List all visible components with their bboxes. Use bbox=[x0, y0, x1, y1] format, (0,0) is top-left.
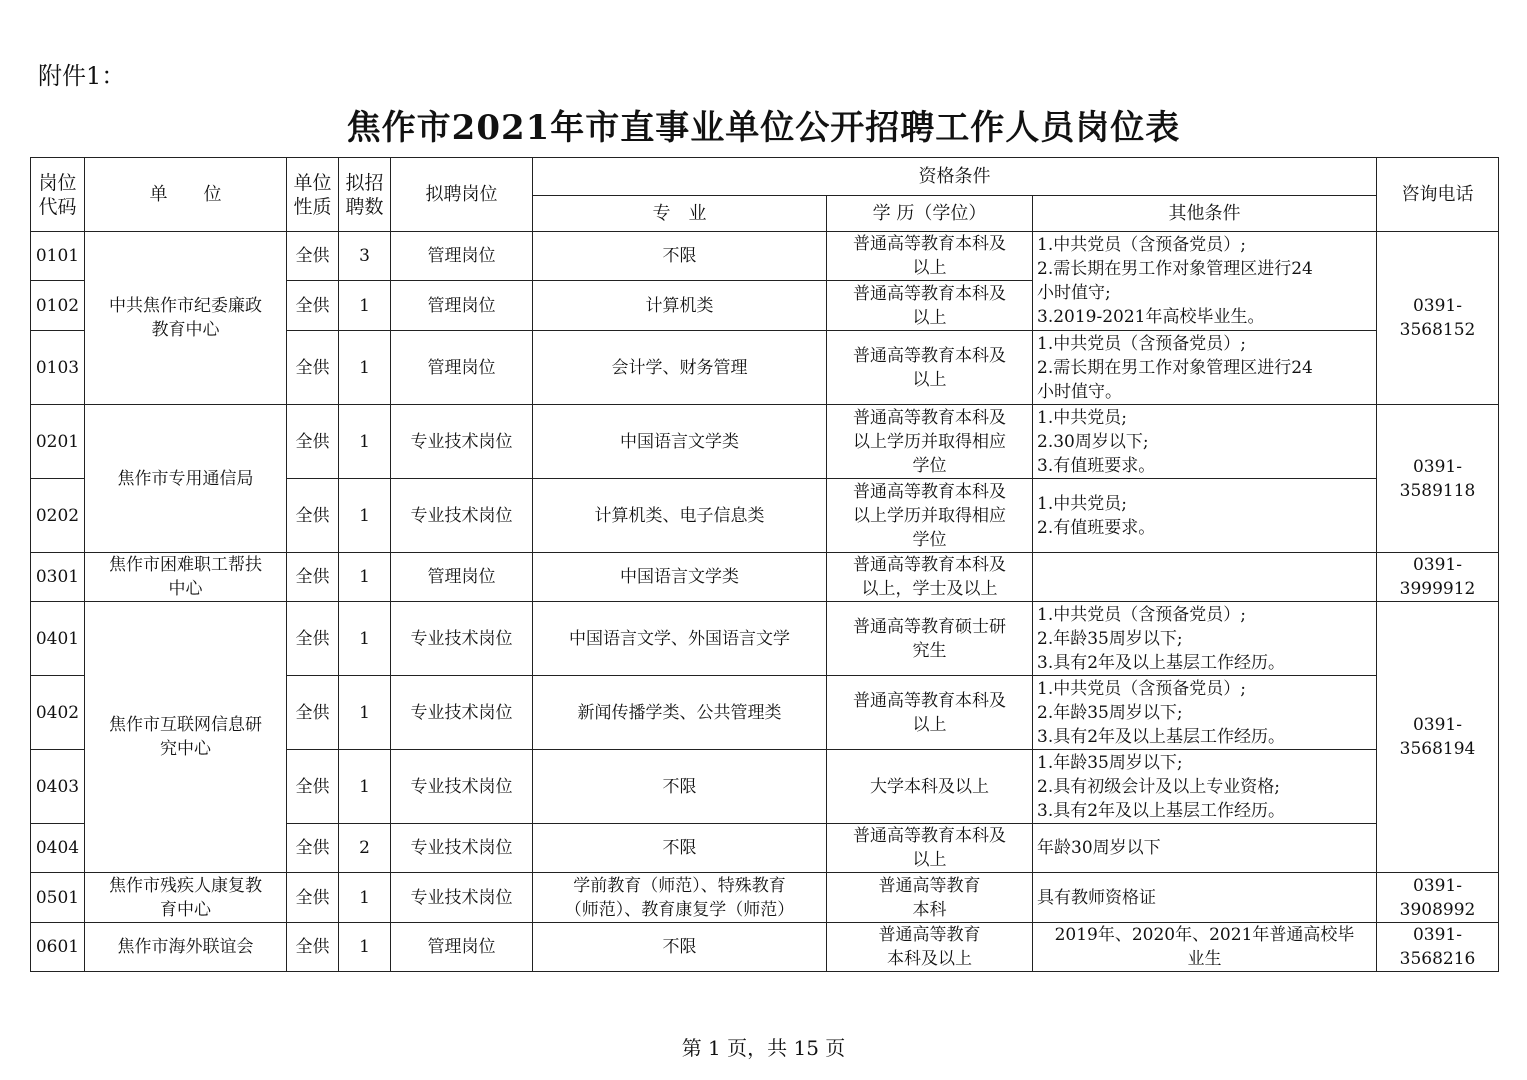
table-row bbox=[31, 602, 1499, 676]
cell-count: 1 bbox=[339, 281, 391, 331]
cell-code: 0103 bbox=[31, 331, 85, 405]
cell-nature: 全供 bbox=[287, 281, 339, 331]
cell-other: 具有教师资格证 bbox=[1033, 873, 1377, 923]
attachment-label: 附件1： bbox=[38, 62, 126, 90]
cell-count: 3 bbox=[339, 232, 391, 281]
cell-nature: 全供 bbox=[287, 553, 339, 602]
cell-count: 1 bbox=[339, 602, 391, 676]
cell-other: 2019年、2020年、2021年普通高校毕 业生 bbox=[1033, 923, 1377, 972]
cell-other: 1.中共党员; 2.有值班要求。 bbox=[1033, 479, 1377, 553]
cell-position: 管理岗位 bbox=[391, 331, 533, 405]
cell-unit: 焦作市互联网信息研 究中心 bbox=[85, 602, 287, 873]
table-row bbox=[31, 553, 1499, 602]
cell-position: 专业技术岗位 bbox=[391, 750, 533, 824]
cell-education: 普通高等教育硕士研 究生 bbox=[827, 602, 1033, 676]
cell-code: 0401 bbox=[31, 602, 85, 676]
cell-count: 1 bbox=[339, 405, 391, 479]
cell-phone: 0391-3568152 bbox=[1377, 232, 1499, 405]
cell-major: 不限 bbox=[533, 750, 827, 824]
cell-position: 管理岗位 bbox=[391, 923, 533, 972]
cell-major: 会计学、财务管理 bbox=[533, 331, 827, 405]
cell-major: 不限 bbox=[533, 923, 827, 972]
cell-major: 计算机类、电子信息类 bbox=[533, 479, 827, 553]
cell-education: 大学本科及以上 bbox=[827, 750, 1033, 824]
cell-nature: 全供 bbox=[287, 479, 339, 553]
cell-unit: 中共焦作市纪委廉政 教育中心 bbox=[85, 232, 287, 405]
document-title: 焦作市2021年市直事业单位公开招聘工作人员岗位表 bbox=[346, 108, 1181, 148]
cell-position: 专业技术岗位 bbox=[391, 676, 533, 750]
cell-nature: 全供 bbox=[287, 750, 339, 824]
cell-count: 1 bbox=[339, 479, 391, 553]
cell-position: 专业技术岗位 bbox=[391, 824, 533, 873]
cell-other: 1.中共党员（含预备党员）; 2.需长期在男工作对象管理区进行24 小时值守。 bbox=[1033, 331, 1377, 405]
cell-nature: 全供 bbox=[287, 232, 339, 281]
cell-count: 1 bbox=[339, 553, 391, 602]
cell-education: 普通高等教育 本科 bbox=[827, 873, 1033, 923]
cell-other: 年龄30周岁以下 bbox=[1033, 824, 1377, 873]
cell-count: 1 bbox=[339, 676, 391, 750]
cell-education: 普通高等教育本科及 以上 bbox=[827, 281, 1033, 331]
cell-position: 专业技术岗位 bbox=[391, 405, 533, 479]
cell-nature: 全供 bbox=[287, 331, 339, 405]
cell-code: 0501 bbox=[31, 873, 85, 923]
table-row bbox=[31, 923, 1499, 972]
table-row bbox=[31, 873, 1499, 923]
cell-other: 1.中共党员（含预备党员）; 2.年龄35周岁以下; 3.具有2年及以上基层工作经历。 bbox=[1033, 676, 1377, 750]
cell-education: 普通高等教育本科及 以上学历并取得相应 学位 bbox=[827, 405, 1033, 479]
cell-position: 管理岗位 bbox=[391, 232, 533, 281]
cell-code: 0404 bbox=[31, 824, 85, 873]
header-unit: 单 位 bbox=[85, 158, 287, 232]
header-qualifications: 资格条件 bbox=[533, 158, 1377, 196]
cell-education: 普通高等教育本科及 以上 bbox=[827, 331, 1033, 405]
page-footer: 第 1 页，共 15 页 bbox=[681, 1036, 846, 1060]
cell-unit: 焦作市困难职工帮扶 中心 bbox=[85, 553, 287, 602]
cell-count: 1 bbox=[339, 923, 391, 972]
cell-education: 普通高等教育本科及 以上，学士及以上 bbox=[827, 553, 1033, 602]
cell-unit: 焦作市海外联谊会 bbox=[85, 923, 287, 972]
cell-major: 中国语言文学、外国语言文学 bbox=[533, 602, 827, 676]
header-major: 专 业 bbox=[533, 196, 827, 232]
cell-nature: 全供 bbox=[287, 923, 339, 972]
cell-other: 1.中共党员; 2.30周岁以下; 3.有值班要求。 bbox=[1033, 405, 1377, 479]
cell-count: 1 bbox=[339, 873, 391, 923]
cell-other: 1.中共党员（含预备党员）; 2.需长期在男工作对象管理区进行24 小时值守; 3.2019-2021年高校毕业生。 bbox=[1033, 232, 1377, 331]
cell-phone: 0391-3568216 bbox=[1377, 923, 1499, 972]
cell-education: 普通高等教育 本科及以上 bbox=[827, 923, 1033, 972]
cell-nature: 全供 bbox=[287, 602, 339, 676]
header-nature: 单位 性质 bbox=[287, 158, 339, 232]
cell-other bbox=[1033, 553, 1377, 602]
header-code: 岗位 代码 bbox=[31, 158, 85, 232]
cell-unit: 焦作市专用通信局 bbox=[85, 405, 287, 553]
cell-major: 中国语言文学类 bbox=[533, 553, 827, 602]
cell-position: 专业技术岗位 bbox=[391, 873, 533, 923]
cell-code: 0201 bbox=[31, 405, 85, 479]
cell-unit: 焦作市残疾人康复教 育中心 bbox=[85, 873, 287, 923]
cell-phone: 0391-3999912 bbox=[1377, 553, 1499, 602]
cell-major: 计算机类 bbox=[533, 281, 827, 331]
cell-code: 0101 bbox=[31, 232, 85, 281]
table-row bbox=[31, 405, 1499, 479]
cell-education: 普通高等教育本科及 以上学历并取得相应 学位 bbox=[827, 479, 1033, 553]
cell-nature: 全供 bbox=[287, 824, 339, 873]
header-position: 拟聘岗位 bbox=[391, 158, 533, 232]
cell-count: 2 bbox=[339, 824, 391, 873]
job-table bbox=[30, 157, 1499, 972]
header-row bbox=[31, 158, 1499, 196]
header-count: 拟招 聘数 bbox=[339, 158, 391, 232]
header-phone: 咨询电话 bbox=[1377, 158, 1499, 232]
cell-count: 1 bbox=[339, 750, 391, 824]
cell-major: 中国语言文学类 bbox=[533, 405, 827, 479]
cell-major: 不限 bbox=[533, 824, 827, 873]
cell-position: 专业技术岗位 bbox=[391, 602, 533, 676]
table-row bbox=[31, 232, 1499, 281]
cell-position: 专业技术岗位 bbox=[391, 479, 533, 553]
cell-other: 1.年龄35周岁以下; 2.具有初级会计及以上专业资格; 3.具有2年及以上基层工作经历。 bbox=[1033, 750, 1377, 824]
cell-major: 新闻传播学类、公共管理类 bbox=[533, 676, 827, 750]
cell-code: 0202 bbox=[31, 479, 85, 553]
cell-phone: 0391-3589118 bbox=[1377, 405, 1499, 553]
cell-nature: 全供 bbox=[287, 873, 339, 923]
cell-position: 管理岗位 bbox=[391, 553, 533, 602]
cell-phone: 0391-3568194 bbox=[1377, 602, 1499, 873]
cell-code: 0402 bbox=[31, 676, 85, 750]
cell-major: 学前教育（师范）、特殊教育 （师范）、教育康复学（师范） bbox=[533, 873, 827, 923]
cell-code: 0403 bbox=[31, 750, 85, 824]
cell-major: 不限 bbox=[533, 232, 827, 281]
cell-count: 1 bbox=[339, 331, 391, 405]
cell-code: 0301 bbox=[31, 553, 85, 602]
cell-education: 普通高等教育本科及 以上 bbox=[827, 232, 1033, 281]
header-education: 学 历（学位） bbox=[827, 196, 1033, 232]
cell-position: 管理岗位 bbox=[391, 281, 533, 331]
cell-nature: 全供 bbox=[287, 405, 339, 479]
cell-code: 0601 bbox=[31, 923, 85, 972]
cell-education: 普通高等教育本科及 以上 bbox=[827, 676, 1033, 750]
cell-nature: 全供 bbox=[287, 676, 339, 750]
cell-other: 1.中共党员（含预备党员）; 2.年龄35周岁以下; 3.具有2年及以上基层工作经历。 bbox=[1033, 602, 1377, 676]
cell-phone: 0391-3908992 bbox=[1377, 873, 1499, 923]
cell-education: 普通高等教育本科及 以上 bbox=[827, 824, 1033, 873]
header-other: 其他条件 bbox=[1033, 196, 1377, 232]
cell-code: 0102 bbox=[31, 281, 85, 331]
